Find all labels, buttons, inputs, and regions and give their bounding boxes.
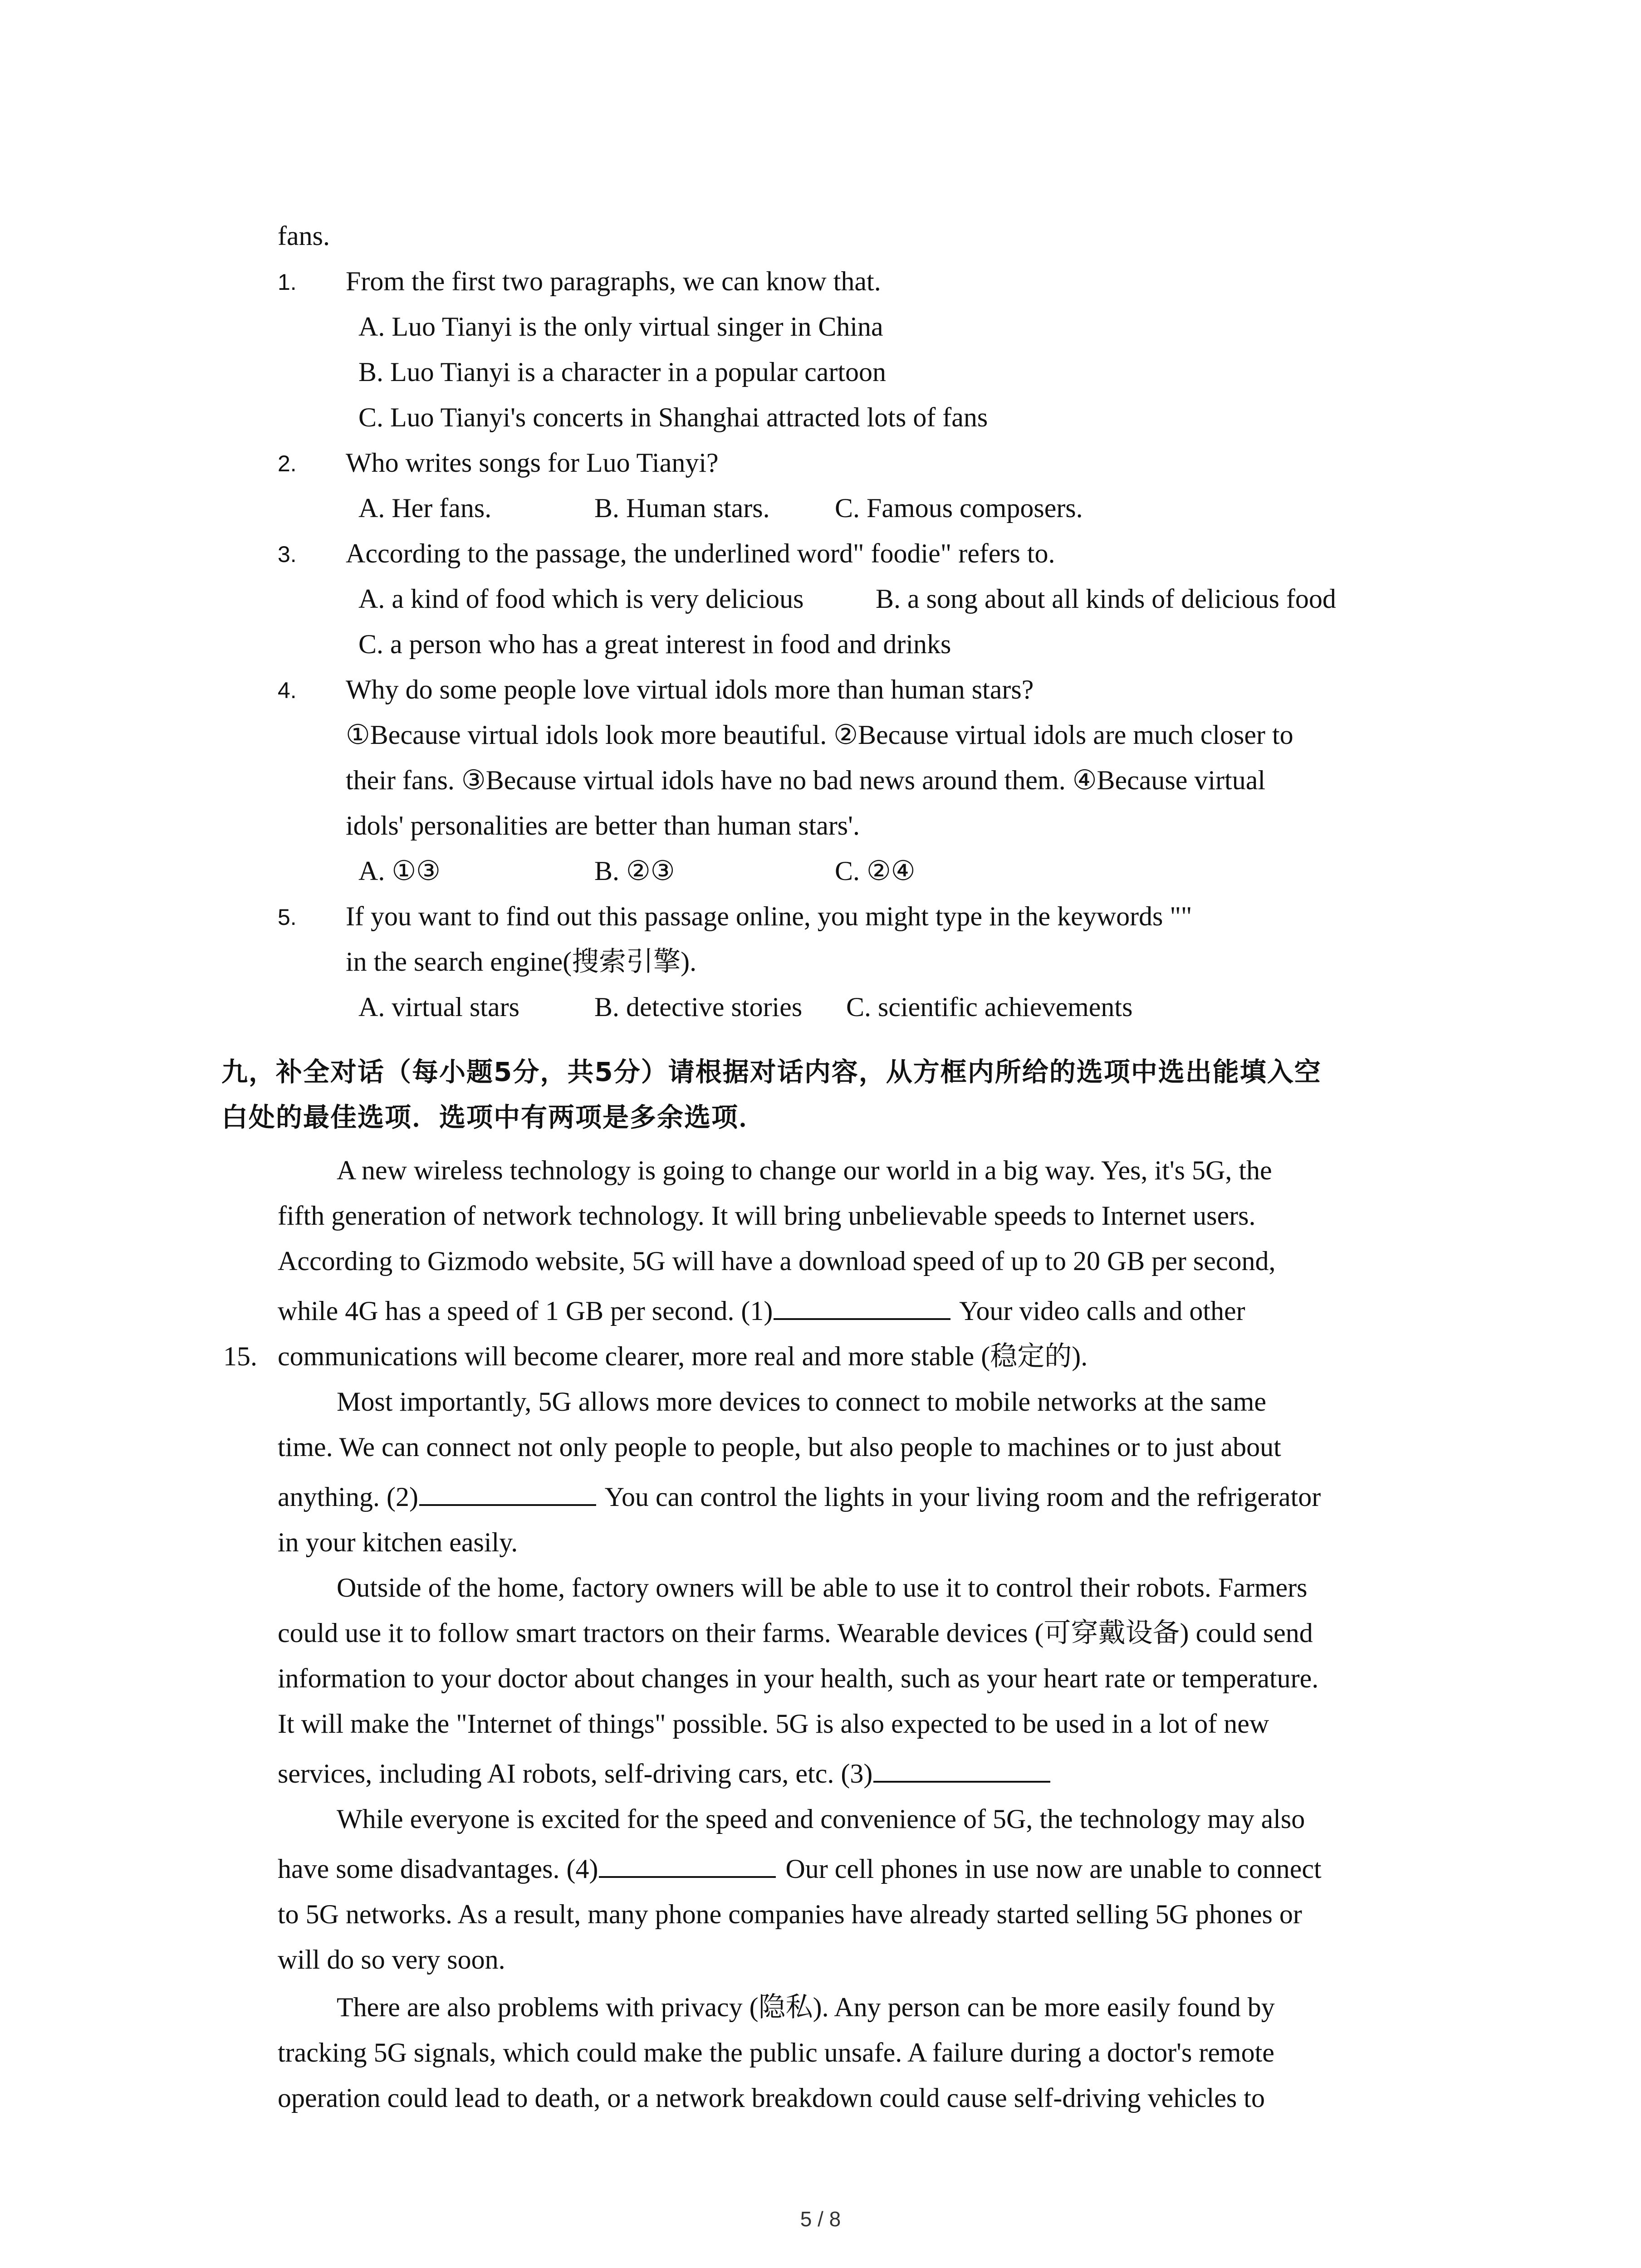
page-indicator: 5 / 8 [800,2207,841,2231]
option-b[interactable]: B. Human stars. [594,493,770,523]
passage-line: tracking 5G signals, which could make the public unsafe. A failure during a doctor's remote [278,2038,1274,2068]
option-c[interactable]: C. Luo Tianyi's concerts in Shanghai attracted lots of fans [358,402,988,432]
question-stem: If you want to find out this passage online, you might type in the keywords "" [346,901,1192,931]
passage-line: According to Gizmodo website, 5G will have a download speed of up to 20 GB per second, [278,1246,1276,1276]
passage-fragment: fans. [278,221,330,251]
question-stem: in the search engine(搜索引擎). [346,947,697,977]
passage-line: It will make the "Internet of things" possible. 5G is also expected to be used in a lot of new [278,1709,1269,1739]
answer-blank-2[interactable] [419,1479,596,1506]
passage-text: Our cell phones in use now are unable to connect [779,1854,1322,1884]
passage-text: Your video calls and other [953,1296,1245,1326]
option-b[interactable]: B. ②③ [594,856,675,886]
question-stem: Who writes songs for Luo Tianyi? [346,448,719,478]
option-a[interactable]: A. Her fans. [358,493,492,523]
answer-blank-3[interactable] [873,1755,1050,1783]
passage-line: There are also problems with privacy (隐私). Any person can be more easily found by [337,1992,1275,2022]
passage-line: will do so very soon. [278,1945,505,1975]
passage-line [278,1755,1053,1792]
statement-line: their fans. ③Because virtual idols have no bad news around them. ④Because virtual [346,765,1265,795]
answer-blank-1[interactable] [774,1293,950,1320]
option-c[interactable]: C. ②④ [835,856,916,886]
option-b[interactable]: B. detective stories [594,992,803,1022]
question-stem: Why do some people love virtual idols more than human stars? [346,675,1034,704]
statement-line: ①Because virtual idols look more beautiful. ②Because virtual idols are much closer to [346,720,1293,750]
option-c[interactable]: C. Famous composers. [835,493,1083,523]
passage-line [278,1293,1245,1329]
statement-line: idols' personalities are better than human stars'. [346,811,860,841]
passage-line: While everyone is excited for the speed and convenience of 5G, the technology may also [337,1804,1305,1834]
question-stem: According to the passage, the underlined word" foodie" refers to. [346,538,1055,568]
passage-line [278,1479,1321,1515]
question-number: 2. [278,451,297,476]
passage-line: in your kitchen easily. [278,1527,518,1557]
answer-blank-4[interactable] [599,1851,776,1878]
option-a[interactable]: A. virtual stars [358,992,519,1022]
passage-text: anything. (2) [278,1482,418,1512]
passage-line: time. We can connect not only people to people, but also people to machines or to just about [278,1432,1281,1462]
passage-line: to 5G networks. As a result, many phone companies have already started selling 5G phones or [278,1899,1302,1929]
passage-text: while 4G has a speed of 1 GB per second. (1) [278,1296,773,1326]
passage-line [278,1851,1322,1887]
passage-line: information to your doctor about changes in your health, such as your heart rate or temperature. [278,1663,1319,1693]
question-number: 5. [278,904,297,930]
question-number: 15. [223,1341,257,1371]
passage-line: fifth generation of network technology. It will bring unbelievable speeds to Internet users. [278,1201,1256,1231]
passage-line: could use it to follow smart tractors on their farms. Wearable devices (可穿戴设备) could send [278,1618,1313,1648]
passage-text: services, including AI robots, self-driving cars, etc. (3) [278,1759,873,1789]
passage-line: communications will become clearer, more real and more stable (稳定的). [278,1341,1088,1371]
section-heading: 白处的最佳选项．选项中有两项是多余选项． [221,1102,766,1133]
question-number: 4. [278,678,297,703]
question-number: 3. [278,542,297,567]
option-a[interactable]: A. Luo Tianyi is the only virtual singer in China [358,312,883,342]
passage-line: operation could lead to death, or a network breakdown could cause self-driving vehicles to [278,2083,1265,2113]
option-a[interactable]: A. ①③ [358,856,441,886]
option-c[interactable]: C. a person who has a great interest in food and drinks [358,629,951,659]
option-c[interactable]: C. scientific achievements [846,992,1133,1022]
section-heading: 九，补全对话（每小题5分，共5分）请根据对话内容，从方框内所给的选项中选出能填入空 [221,1056,1322,1087]
question-number: 1. [278,269,297,295]
option-a[interactable]: A. a kind of food which is very delicious [358,584,804,614]
passage-line: Most importantly, 5G allows more devices to connect to mobile networks at the same [337,1387,1266,1417]
option-b[interactable]: B. a song about all kinds of delicious food [876,584,1336,614]
passage-line: Outside of the home, factory owners will be able to use it to control their robots. Farmers [337,1573,1308,1603]
option-b[interactable]: B. Luo Tianyi is a character in a popular cartoon [358,357,887,387]
question-stem: From the first two paragraphs, we can know that. [346,266,881,296]
passage-line: A new wireless technology is going to change our world in a big way. Yes, it's 5G, the [337,1155,1272,1185]
passage-text: have some disadvantages. (4) [278,1854,598,1884]
passage-text: You can control the lights in your living room and the refrigerator [598,1482,1321,1512]
